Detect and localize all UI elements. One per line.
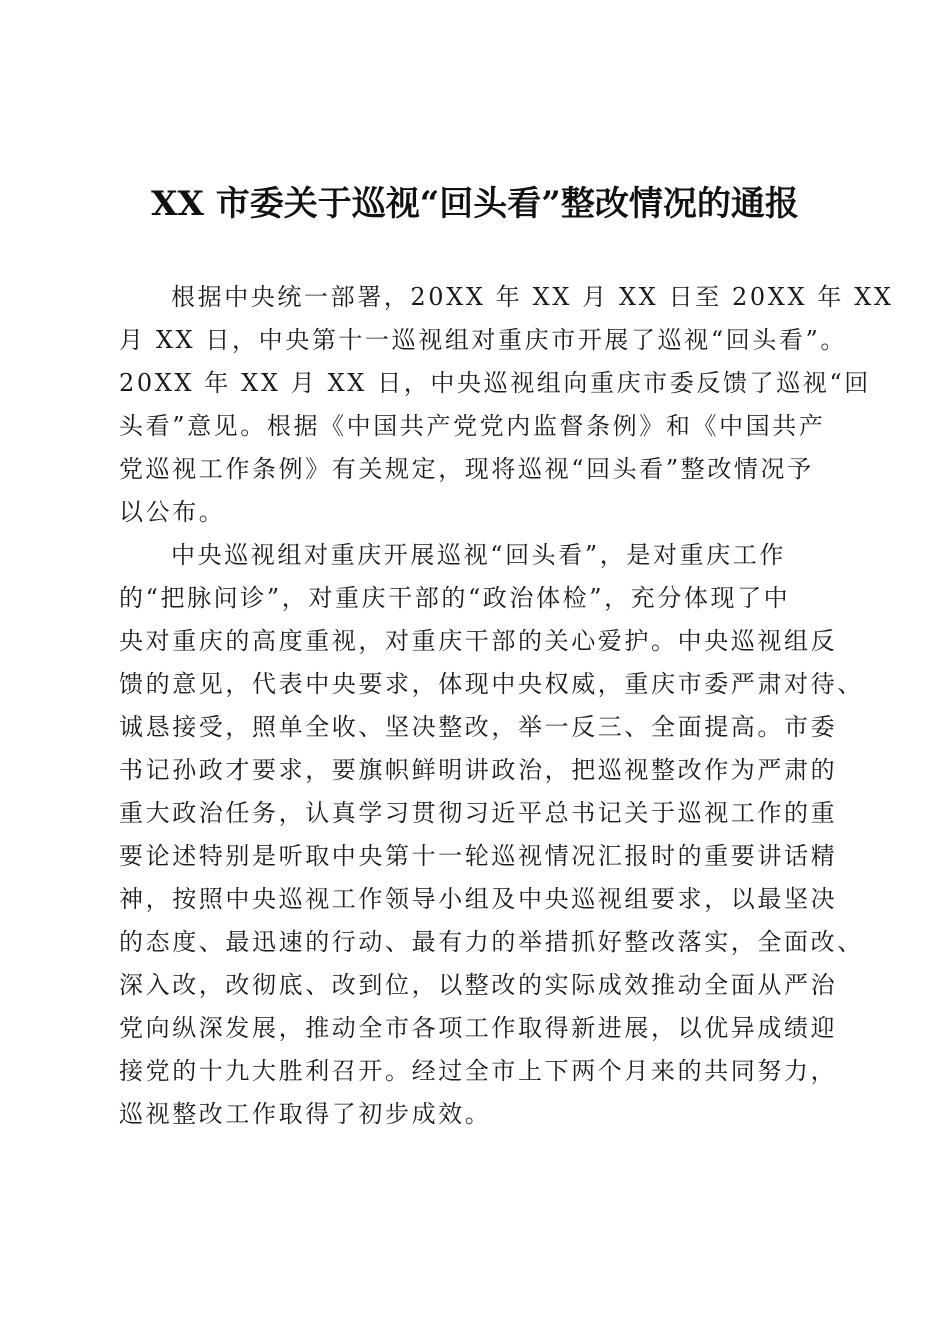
paragraph-line: 中央巡视组对重庆开展巡视“回头看”，是对重庆工作 (171, 541, 786, 569)
paragraph-line: 接党的十九大胜利召开。经过全市上下两个月来的共同努力， (119, 1057, 838, 1085)
paragraph-line: 以公布。 (119, 498, 226, 526)
paragraph-line: 党向纵深发展，推动全市各项工作取得新进展，以优异成绩迎 (119, 1014, 838, 1042)
paragraph-line: 头看”意见。根据《中国共产党党内监督条例》和《中国共产 (119, 412, 826, 440)
document-body (119, 276, 894, 1136)
paragraph-line: 根据中央统一部署，20XX 年 XX 月 XX 日至 20XX 年 XX (171, 283, 894, 311)
paragraph-line: 诚恳接受，照单全收、坚决整改，举一反三、全面提高。市委 (119, 713, 838, 741)
paragraph-line: 馈的意见，代表中央要求，体现中央权威，重庆市委严肃对待、 (119, 670, 864, 698)
paragraph (119, 534, 864, 1136)
paragraph-line: 的态度、最迅速的行动、最有力的举措抓好整改落实，全面改、 (119, 928, 864, 956)
paragraph-line: 重大政治任务，认真学习贯彻习近平总书记关于巡视工作的重 (119, 799, 838, 827)
paragraph-line: 月 XX 日，中央第十一巡视组对重庆市开展了巡视“回头看”。 (119, 326, 847, 354)
paragraph-line: 巡视整改工作取得了初步成效。 (119, 1100, 492, 1128)
paragraph-line: 央对重庆的高度重视，对重庆干部的关心爱护。中央巡视组反 (119, 627, 838, 655)
paragraph-line: 书记孙政才要求，要旗帜鲜明讲政治，把巡视整改作为严肃的 (119, 756, 838, 784)
paragraph-line: 的“把脉问诊”，对重庆干部的“政治体检”，充分体现了中 (119, 584, 791, 612)
paragraph-line: 深入改，改彻底、改到位，以整改的实际成效推动全面从严治 (119, 971, 838, 999)
paragraph-line: 神，按照中央巡视工作领导小组及中央巡视组要求，以最坚决 (119, 885, 838, 913)
paragraph-line: 党巡视工作条例》有关规定，现将巡视“回头看”整改情况予 (119, 455, 814, 483)
paragraph-line: 要论述特别是听取中央第十一轮巡视情况汇报时的重要讲话精 (119, 842, 838, 870)
paragraph-line: 20XX 年 XX 月 XX 日，中央巡视组向重庆市委反馈了巡视“回 (119, 369, 871, 397)
paragraph (119, 276, 894, 534)
document-title: XX 市委关于巡视“回头看”整改情况的通报 (151, 184, 799, 224)
